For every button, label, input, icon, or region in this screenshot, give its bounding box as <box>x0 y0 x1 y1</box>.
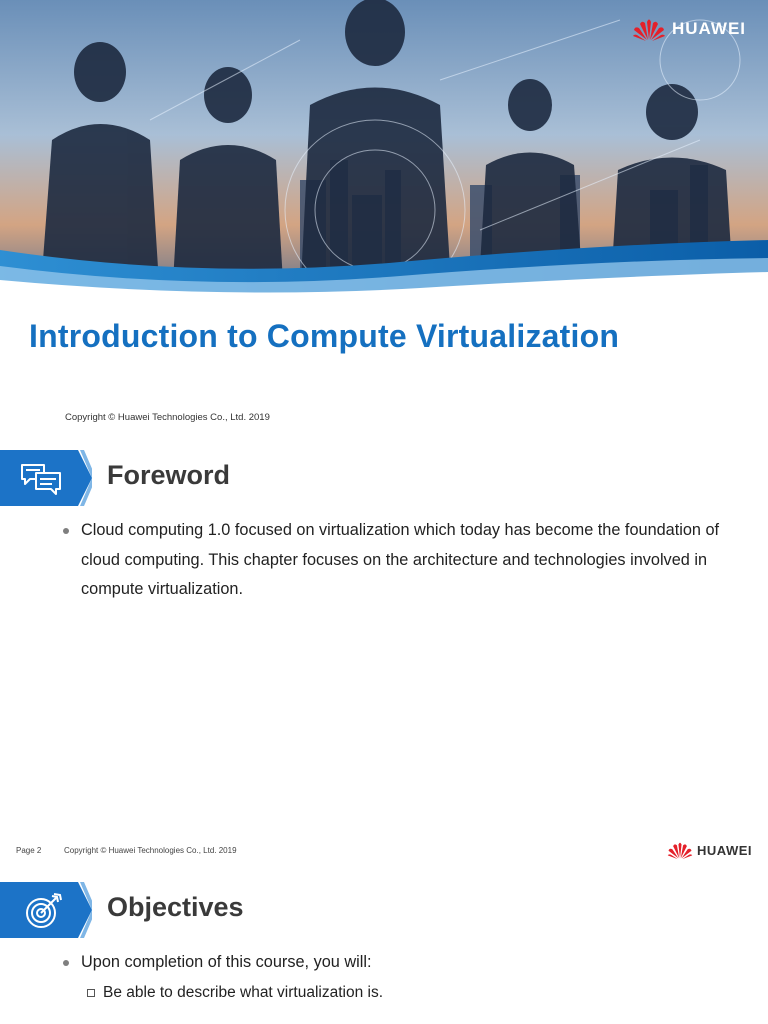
huawei-petal-icon <box>667 840 693 860</box>
cover-slide <box>0 0 768 432</box>
slide-footer <box>0 842 768 864</box>
footer-huawei-logo <box>667 840 752 860</box>
objectives-bullet: Upon completion of this course, you will: <box>62 948 742 978</box>
cover-hero-image <box>0 0 768 300</box>
objectives-bullet-list <box>62 948 742 1007</box>
huawei-petal-icon <box>632 16 666 42</box>
footer-brand-name: HUAWEI <box>697 842 752 858</box>
target-icon <box>24 892 62 930</box>
objectives-sub-bullet: Be able to describe what virtualization is. <box>86 978 742 1007</box>
foreword-bullet-list <box>62 516 742 605</box>
cover-title: Introduction to Compute Virtualization <box>29 318 620 354</box>
foreword-slide <box>0 432 768 864</box>
objectives-heading: Objectives <box>107 892 244 922</box>
footer-copyright: Copyright © Huawei Technologies Co., Ltd. 2019 <box>64 846 237 855</box>
huawei-logo <box>632 16 746 42</box>
foreword-header-badge <box>0 450 92 506</box>
chat-bubbles-icon <box>20 463 62 495</box>
foreword-heading: Foreword <box>107 460 231 490</box>
foreword-bullet: Cloud computing 1.0 focused on virtualization which today has become the foundation of cloud computing. This chapter focuses on the architecture and technologies involved in compute virtualization. <box>62 516 742 605</box>
cover-copyright: Copyright © Huawei Technologies Co., Ltd. 2019 <box>65 412 270 423</box>
objectives-slide <box>0 864 768 1024</box>
brand-name: HUAWEI <box>672 19 746 38</box>
page-number: Page 2 <box>16 846 42 855</box>
objectives-header-badge <box>0 882 92 938</box>
